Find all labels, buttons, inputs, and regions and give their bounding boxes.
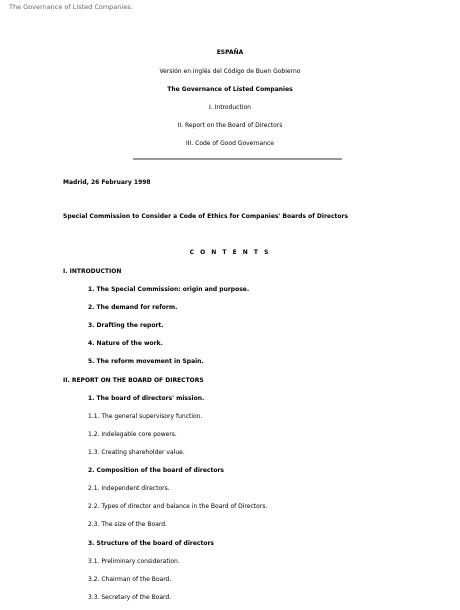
horizontal-divider [133,158,342,160]
toc-subitem[interactable]: 2.1. Independent directors. [88,485,170,492]
toc-heading-board-report[interactable]: II. REPORT ON THE BOARD OF DIRECTORS [63,377,204,384]
toc-subitem[interactable]: 2.2. Types of director and balance in the Board of Directors. [88,503,268,510]
toc-subitem[interactable]: 3.2. Chairman of the Board. [88,576,172,583]
cover-country: ESPAÑA [216,49,244,56]
toc-subitem[interactable]: 3.3. Secretary of the Board. [88,594,172,601]
toc-section-title[interactable]: 2. Composition of the board of directors [88,467,224,474]
toc-heading-introduction[interactable]: I. INTRODUCTION [63,268,122,275]
commission-title: Special Commission to Consider a Code of Ethics for Companies' Boards of Directors [63,213,349,220]
toc-item[interactable]: 3. Drafting the report. [88,322,164,329]
toc-subitem[interactable]: 1.3. Creating shareholder value. [88,449,185,456]
document-title: The Governance of Listed Companies [167,86,293,93]
dateline: Madrid, 26 February 1998 [63,179,151,186]
toc-subitem[interactable]: 2.3. The size of the Board. [88,521,167,528]
toc-section-title[interactable]: 1. The board of directors' mission. [88,395,205,402]
version-note: Versión en inglés del Código de Buen Gobierno [159,68,301,75]
part-link-code[interactable]: III. Code of Good Governance [186,140,274,147]
contents-heading: C O N T E N T S [189,249,271,256]
toc-subitem[interactable]: 1.2. Indelegable core powers. [88,431,177,438]
toc-subitem[interactable]: 3.1. Preliminary consideration. [88,558,180,565]
toc-item[interactable]: 5. The reform movement in Spain. [88,358,204,365]
part-link-introduction[interactable]: I. Introduction [209,104,251,111]
toc-item[interactable]: 4. Nature of the work. [88,340,163,347]
toc-section-title[interactable]: 3. Structure of the board of directors [88,540,214,547]
toc-item[interactable]: 2. The demand for reform. [88,304,178,311]
page-header-title: The Governance of Listed Companies. [9,3,133,11]
part-link-board-report[interactable]: II. Report on the Board of Directors [177,122,283,129]
toc-item[interactable]: 1. The Special Commission: origin and purpose. [88,286,250,293]
toc-subitem[interactable]: 1.1. The general supervisory function. [88,413,203,420]
